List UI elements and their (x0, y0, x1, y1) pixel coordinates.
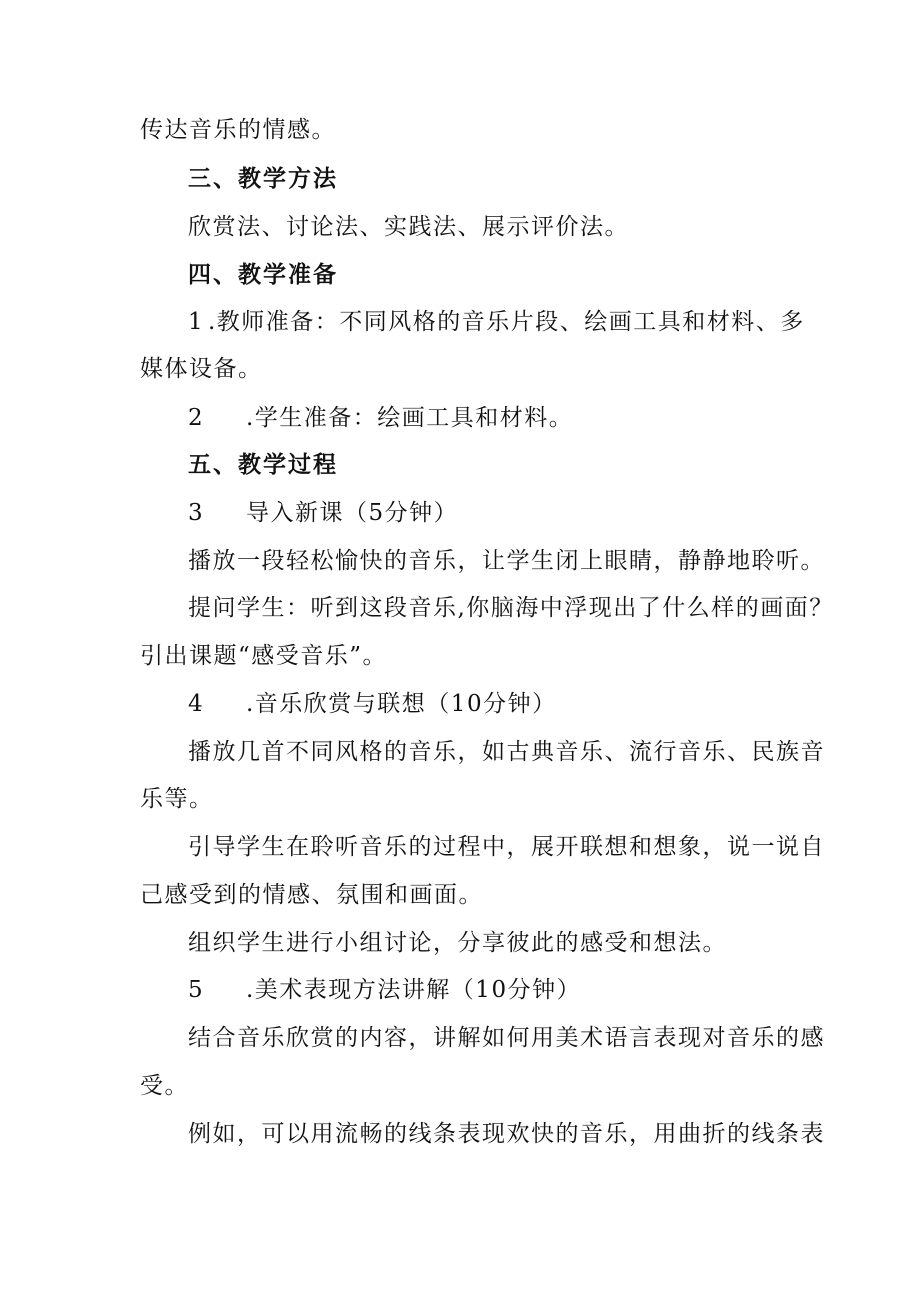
paragraph: 播放几首不同风格的音乐，如古典音乐、流行音乐、民族音 (188, 739, 825, 765)
list-item-continuation: 媒体设备。 (140, 356, 263, 382)
paragraph: 例如，可以用流畅的线条表现欢快的音乐，用曲折的线条表 (188, 1121, 825, 1147)
list-item-appreciation (188, 689, 557, 719)
list-text: .教师准备：不同风格的音乐片段、绘画工具和材料、多 (208, 309, 805, 335)
list-item-intro (188, 498, 458, 528)
list-text: 导入新课（5分钟） (246, 500, 459, 526)
paragraph: 播放一段轻松愉快的音乐，让学生闭上眼睛，静静地聆听。 (188, 548, 825, 574)
list-number: 1 (188, 309, 205, 335)
list-number: 4 (188, 691, 205, 717)
list-number: 5 (188, 977, 205, 1003)
list-text: .音乐欣赏与联想（10分钟） (246, 691, 557, 717)
section-heading-process: 五、教学过程 (188, 452, 338, 478)
paragraph-continuation: 乐等。 (140, 786, 214, 812)
list-number: 2 (188, 405, 205, 431)
list-number: 3 (188, 500, 205, 526)
paragraph: 引导学生在聆听音乐的过程中，展开联想和想象，说一说自 (188, 834, 825, 860)
paragraph-continuation: 传达音乐的情感。 (140, 117, 336, 143)
paragraph-methods: 欣赏法、讨论法、实践法、展示评价法。 (188, 214, 629, 240)
list-text: .美术表现方法讲解（10分钟） (246, 977, 582, 1003)
paragraph: 结合音乐欣赏的内容，讲解如何用美术语言表现对音乐的感 (188, 1025, 825, 1051)
list-text: .学生准备：绘画工具和材料。 (246, 405, 574, 431)
section-heading-methods: 三、教学方法 (188, 166, 338, 192)
list-item-art-methods (188, 975, 581, 1005)
paragraph-continuation: 引出课题“感受音乐”。 (140, 643, 388, 669)
paragraph-continuation: 己感受到的情感、氛围和画面。 (140, 882, 483, 908)
paragraph: 组织学生进行小组讨论，分享彼此的感受和想法。 (188, 930, 727, 956)
paragraph-continuation: 受。 (140, 1073, 189, 1099)
list-item-student-prep (188, 403, 573, 433)
section-heading-preparation: 四、教学准备 (188, 262, 338, 288)
list-item-teacher-prep (188, 307, 805, 337)
paragraph: 提问学生：听到这段音乐,你脑海中浮现出了什么样的画面？ (188, 595, 834, 621)
